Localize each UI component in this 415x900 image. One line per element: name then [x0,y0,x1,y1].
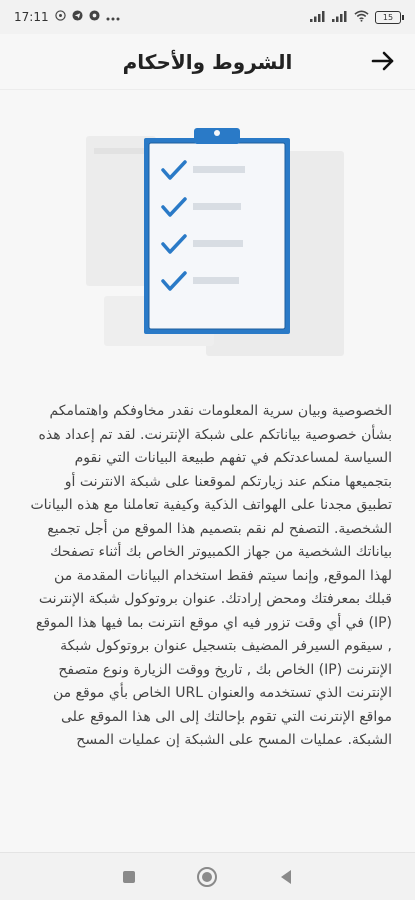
battery-level: 15 [382,12,394,22]
whatsapp-icon [55,10,66,24]
recents-square-icon[interactable] [114,862,144,892]
status-bar [0,0,415,34]
clipboard-checklist-illustration [86,126,344,356]
home-circle-icon[interactable] [192,862,222,892]
app-bar [0,34,415,90]
status-time: 17:11 [14,10,49,24]
signal-icon-2 [332,10,348,25]
telegram-icon [72,10,83,24]
signal-icon [310,10,326,25]
battery-icon [375,11,401,24]
status-left [14,10,120,24]
page-title: الشروط والأحكام [122,49,293,74]
system-nav-bar [0,852,415,900]
back-triangle-icon[interactable] [271,862,301,892]
policy-text: الخصوصية وبيان سرية المعلومات نقدر مخاوفكم واهتمامكم بشأن خصوصية بياناتكم على شبكة الإنترنت. لقد تم إعداد هذه السياسة لمساعدتكم في تفهم طبيعة البيانات التي نقوم بتجميعها منكم عند زيارتكم لموقعنا على شبكة الانترنت أو تطبيق مجدنا على الهواتف الذكية وكيفية تعاملنا مع هذه البيانات الشخصية. التصفح لم نقم بتصميم هذا الموقع من أجل تجميع بياناتك الشخصية من جهاز الكمبيوتر الخاص بك أثناء تصفحك لهذا الموقع, وإنما سيتم فقط استخدام البيانات المقدمة من قبلك بمعرفتك ومحض إرادتك. عنوان بروتوكول شبكة الإنترنت (IP) في أي وقت تزور فيه اي موقع انترنت بما فيها هذا الموقع , سيقوم السيرفر المضيف بتسجيل عنوان بروتوكول شبكة الإنترنت (IP) الخاص بك , تاريخ ووقت الزيارة ونوع متصفح الإنترنت الذي تستخدمه والعنوان URL الخاص بأي موقع من مواقع الإنترنت التي تقوم بإحالتك إلى الى هذا الموقع على الشبكة. عمليات المسح على الشبكة إن عمليات المسح [30,403,392,748]
scroll-content[interactable] [0,90,415,852]
wifi-icon [354,10,369,25]
more-dots-icon [106,11,120,24]
arrow-right-icon[interactable] [369,47,397,75]
status-right [310,10,401,25]
camera-icon [89,10,100,24]
